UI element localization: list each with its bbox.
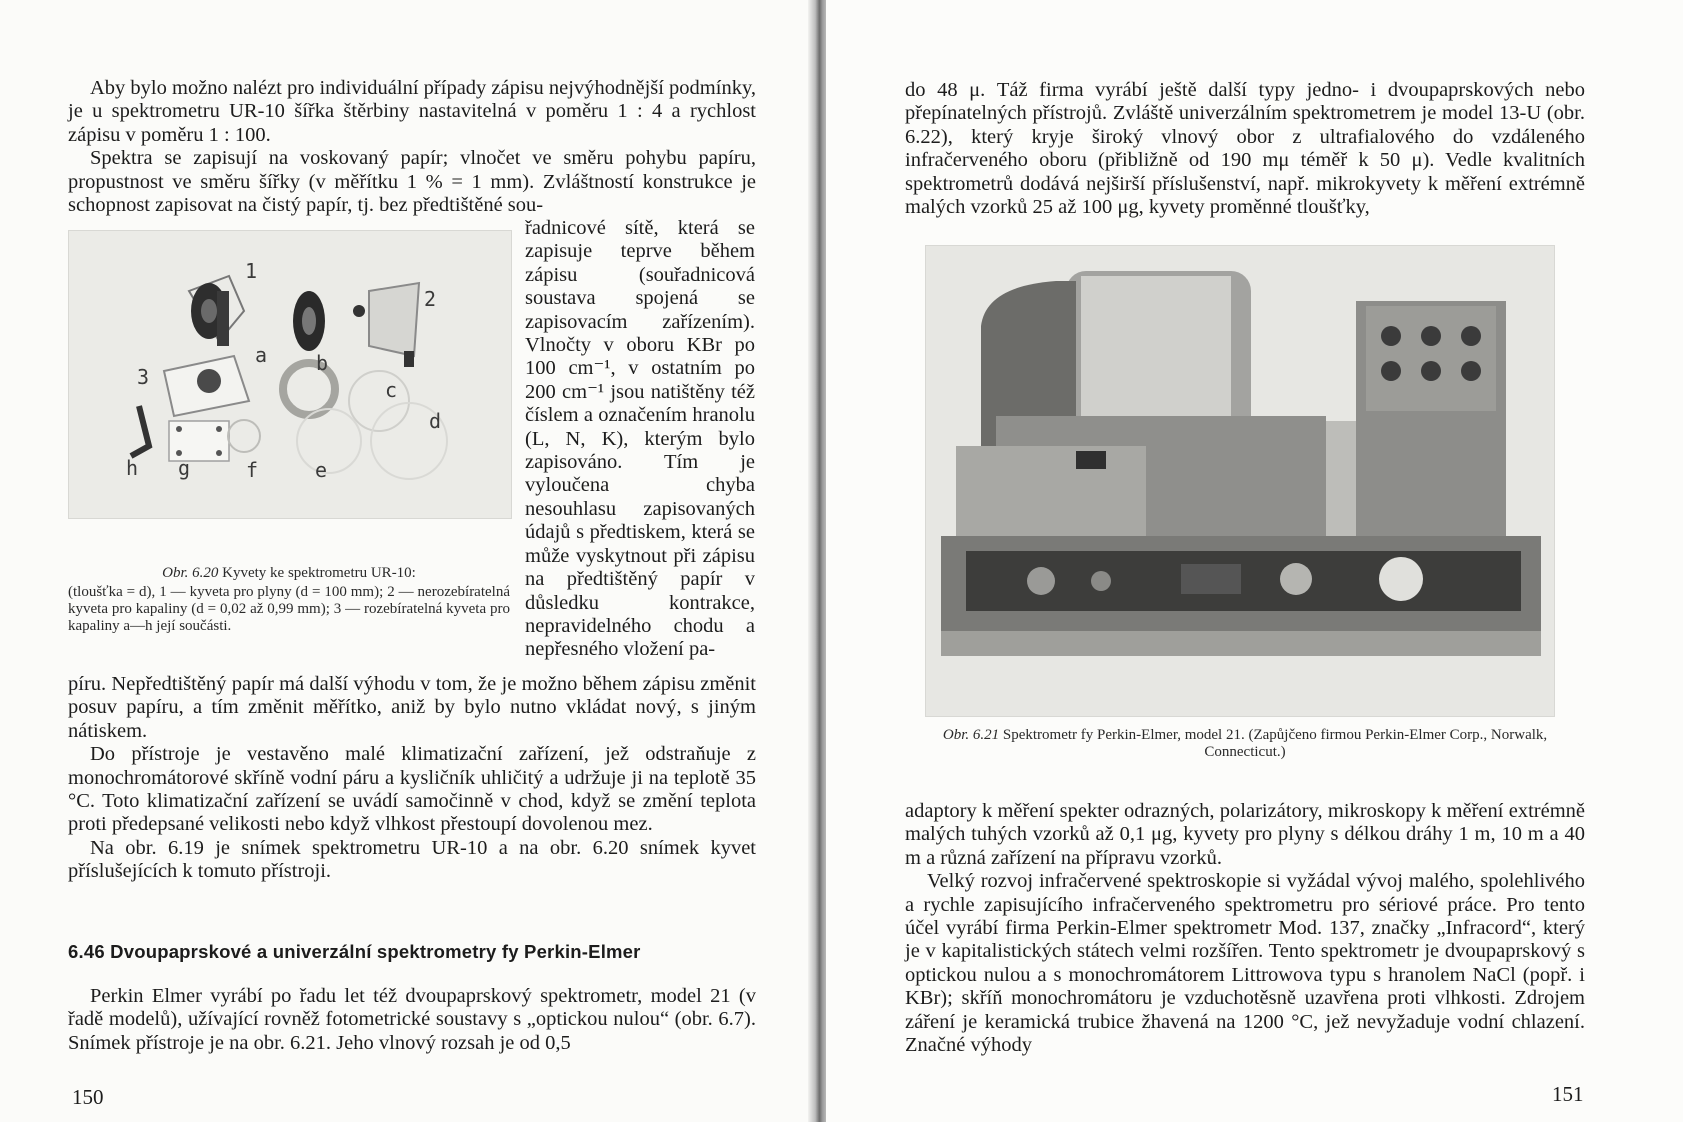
left-text-bottom [68, 673, 756, 884]
figure-6-20-image [68, 230, 512, 519]
figure-label-h: h [126, 456, 139, 480]
figure-label-f: f [246, 458, 259, 482]
paragraph-climate: Do přístroje je vestavěno malé klimatizační zařízení, jež odstraňuje z monochromátorové skříně vodní páru a kysličník uhličitý a udržuje ji na teplotě 35 °C. Toto klimatizační zařízení se uvádí samočinně v chod, když se změní teplota proti předepsané velikosti nebo když vlhkost přestoupí dovolenou mez. [68, 743, 756, 836]
side-column-text [525, 217, 755, 662]
figure-label-1: 1 [245, 259, 258, 283]
paragraph-top: do 48 μ. Táž firma vyrábí ještě další typy jedno- i dvoupaprskových nebo přepínatelných přístrojů. Zvláště univerzálním spektrometrem je model 13-U (obr. 6.22), který kryje široký vlnový obor z ultrafialového do vzdáleného infračerveného oboru (přibližně od 190 mμ téměř k 50 μ). Vedle kvalitních spektrometrů dodává nejširší příslušenství, např. mikrokyvety k měření extrémně malých vzorků 25 až 100 μg, kyvety proměnné tloušťky, [905, 79, 1585, 219]
page-number-right: 151 [1552, 1082, 1584, 1106]
left-text-top [68, 77, 756, 217]
caption-lead-right: Obr. 6.21 [942, 727, 1000, 743]
left-page [0, 0, 820, 1122]
section-heading: 6.46 Dvoupaprskové a univerzální spektrometry fy Perkin-Elmer [68, 941, 641, 962]
caption-body: (tloušťka = d), 1 — kyveta pro plyny (d = 100 mm); 2 — nerozebíratelná kyveta pro kapaliny (d = 0,02 až 0,99 mm); 3 — rozebíratelná kyveta pro kapaliny a—h její součásti. [68, 584, 510, 634]
paragraph-infracord: Velký rozvoj infračervené spektroskopie si vyžádal vývoj malého, spolehlivého a rychle zapisujícího infračerveného spektrometru pro sériové práce. Pro tento účel vyrábí firma Perkin-Elmer spektrometr Mod. 137, značky „Infracord“, který je v kapitalistických státech velmi rozšířen. Tento spektrometr je dvoupaprskový s optickou nulou a s monochromátorem Littrowova typu s hranolem NaCl (popř. i KBr); skříň monochromátoru je vzduchotěsně uzavřena proti vlhkosti. Zdrojem záření je keramická trubice žhavená na 1200 °C, jež nevyžaduje vodní chlazení. Značné výhody [905, 870, 1585, 1057]
figure-label-a: a [255, 343, 268, 367]
paragraph-figures: Na obr. 6.19 je snímek spektrometru UR-10 a na obr. 6.20 snímek kyvet příslušejících k tomuto přístroji. [68, 836, 756, 883]
left-text-final [68, 985, 756, 1055]
figure-label-c: c [385, 378, 398, 402]
paragraph-perkin: Perkin Elmer vyrábí po řadu let též dvoupaprskový spektrometr, model 21 (v řadě modelů), užívající rovněž fotometrické soustavy s „optickou nulou“ (obr. 6.7). Snímek přístroje je na obr. 6.21. Jeho vlnový rozsah je od 0,5 [68, 985, 756, 1054]
figure-label-3: 3 [137, 365, 150, 389]
right-text-top [905, 79, 1585, 219]
figure-label-b: b [316, 351, 329, 375]
paragraph-spectra: Spektra se zapisují na voskovaný papír; vlnočet ve směru pohybu papíru, propustnost ve směru šířky (v měřítku 1 % = 1 mm). Zvláštností konstrukce je schopnost zapisovat na čistý papír, tj. bez předtištěné sou- [68, 147, 756, 217]
caption-lead: Obr. 6.20 [162, 565, 219, 581]
paragraph-continue: píru. Nepředtištěný papír má další výhodu v tom, že je možno během zápisu změnit posuv papíru, a tím změnit měřítko, aniž by bylo nutno vkládat nový, s jiným nátiskem. [68, 673, 756, 742]
page-number-left: 150 [72, 1085, 104, 1109]
figure-label-d: d [429, 409, 442, 433]
figure-label-2: 2 [424, 287, 437, 311]
figure-6-21-image [925, 245, 1555, 717]
right-text-bottom [905, 800, 1585, 1057]
caption-body-right: Spektrometr fy Perkin-Elmer, model 21. (Zapůjčeno firmou Perkin-Elmer Corp., Norwalk, Connecticut.) [1002, 727, 1548, 760]
paragraph-adaptors: adaptory k měření spekter odrazných, polarizátory, mikroskopy k měření extrémně malých tuhých vzorků až 0,1 μg, kyvety pro plyny s délkou dráhy 1 m, 10 m a 40 m a různá zařízení na přípravu vzorků. [905, 800, 1585, 869]
figure-6-20-caption [68, 565, 510, 635]
paragraph-side: řadnicové sítě, která se zapisuje teprve během zápisu (souřadnicová soustava spojená se zapisovacím zařízením). Vlnočty v oboru KBr po 100 cm⁻¹, v ostatním po 200 cm⁻¹ jsou natištěny též číslem a označením hranolu (L, N, K), kterým bylo zapisováno. Tím je vyloučena chyba nesouhlasu zapisovaných údajů s předtiskem, která se může vyskytnout při zápisu na předtištěný papír v důsledku kontrakce, nepravidelného chodu a nepřesného vložení pa- [525, 217, 755, 661]
figure-label-e: e [315, 458, 328, 482]
figure-label-g: g [178, 456, 191, 480]
spectrometer-illustration [926, 246, 1554, 716]
caption-title: Kyvety ke spektrometru UR-10: [222, 565, 416, 581]
paragraph-intro: Aby bylo možno nalézt pro individuální případy zápisu nejvýhodnější podmínky, je u spektrometru UR-10 šířka štěrbiny nastavitelná v poměru 1 : 4 a rychlost zápisu v poměru 1 : 100. [68, 77, 756, 146]
figure-6-21-caption [905, 727, 1585, 761]
